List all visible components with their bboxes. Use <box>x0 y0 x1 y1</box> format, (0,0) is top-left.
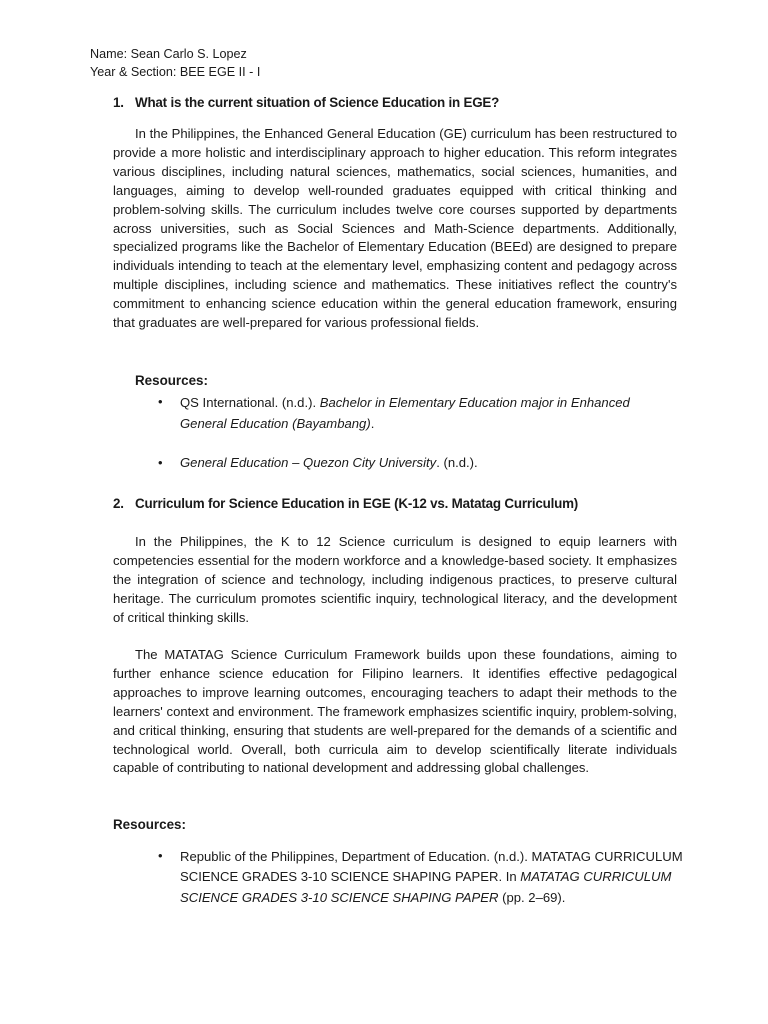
resource-item <box>158 847 683 908</box>
student-name: Name: Sean Carlo S. Lopez <box>90 47 247 61</box>
resource-text <box>180 393 658 434</box>
section-2-title: Curriculum for Science Education in EGE (K-12 vs. Matatag Curriculum) <box>135 496 579 511</box>
resource-title: General Education – Quezon City University <box>180 455 437 470</box>
section-2-paragraph-2-text: The MATATAG Science Curriculum Framework builds upon these foundations, aiming to further enhance science education for Filipino learners. It identifies effective pedagogical approaches to improve learning outcomes, encouraging teachers to adapt their methods to the learners' context and environment. The framework emphasizes scientific inquiry, problem-solving, and critical thinking, ensuring that students are well-prepared for the demands of a scientific and technological world. Overall, both curricula aim to develop scientifically literate individuals capable of contributing to national development and addressing global challenges. <box>113 647 677 776</box>
section-2-paragraph-1 <box>113 533 677 628</box>
section-1-title: What is the current situation of Science Education in EGE? <box>135 95 500 110</box>
bullet-icon: • <box>158 848 163 863</box>
document-header <box>90 45 260 81</box>
section-2-paragraph-1-text: In the Philippines, the K to 12 Science curriculum is designed to equip learners with competencies essential for the modern workforce and a knowledge-based society. It emphasizes the integration of science and technology, including indigenous practices, to preserve cultural heritage. The curriculum promotes scientific inquiry, technological literacy, and the development of critical thinking skills. <box>113 534 677 625</box>
section-1-heading <box>113 94 499 113</box>
resource-title: Bachelor in Elementary Education major in Enhanced General Education (Bayambang) <box>180 395 630 431</box>
section-2-number: 2. <box>113 496 124 511</box>
section-1-resources-label: Resources: <box>135 373 208 388</box>
resource-suffix: . <box>370 415 375 431</box>
resource-text <box>180 847 683 908</box>
section-1-paragraph <box>113 125 677 333</box>
bullet-icon: • <box>158 394 163 409</box>
section-2-heading <box>113 495 578 514</box>
resource-title: MATATAG CURRICULUM SCIENCE GRADES 3-10 SCIENCE SHAPING PAPER <box>180 869 672 905</box>
resource-suffix: (pp. 2–69). <box>498 889 566 905</box>
section-2-resources-label: Resources: <box>113 817 186 832</box>
section-1-paragraph-text: In the Philippines, the Enhanced General Education (GE) curriculum has been restructured to provide a more holistic and interdisciplinary approach to higher education. This reform integrates various disciplines, including natural sciences, mathematics, social sciences, humanities, and languages, aiming to develop well-rounded graduates equipped with critical thinking and problem-solving skills. The curriculum includes twelve core courses supported by departments across universities, such as Social Sciences and Math-Science departments. Additionally, specialized programs like the Bachelor of Elementary Education (BEEd) are designed to prepare individuals intending to teach at the elementary level, emphasizing content and pedagogy across multiple disciplines, including science and mathematics. These initiatives reflect the country's commitment to enhancing science education within the general education framework, ensuring that graduates are well-prepared for various professional fields. <box>113 126 677 331</box>
section-1-number: 1. <box>113 95 124 110</box>
resource-item <box>158 393 658 434</box>
resource-author: QS International. (n.d.). <box>180 395 320 410</box>
resource-author: Republic of the Philippines, Department of Education. (n.d.). MATATAG CURRICULUM SCIENCE GRADES 3-10 SCIENCE SHAPING PAPER. In <box>180 849 683 885</box>
resource-text <box>180 454 678 473</box>
resource-item <box>158 454 678 473</box>
year-section: Year & Section: BEE EGE II - I <box>90 65 261 79</box>
resource-suffix: . (n.d.). <box>436 455 478 470</box>
section-2-paragraph-2 <box>113 646 677 778</box>
bullet-icon: • <box>158 455 163 470</box>
